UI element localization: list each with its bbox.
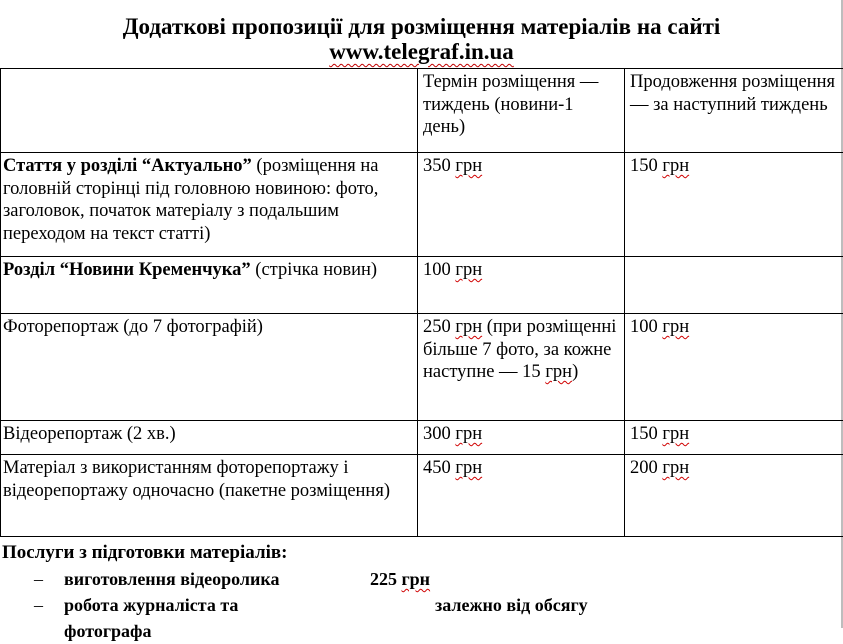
table-header-row bbox=[1, 69, 843, 153]
extension-price-cell bbox=[625, 314, 843, 421]
header-week-term: Термін розміщення — тиждень (новини-1 день) bbox=[418, 69, 625, 153]
table-row bbox=[1, 455, 843, 537]
currency-word: грн bbox=[662, 424, 689, 444]
price-table bbox=[0, 68, 843, 537]
week-price: 450 грн bbox=[423, 458, 482, 478]
table-row bbox=[1, 153, 843, 257]
week-price: 300 грн bbox=[423, 424, 482, 444]
services-heading: Послуги з підготовки матеріалів: bbox=[2, 540, 287, 566]
service-cell bbox=[1, 314, 418, 421]
week-price-cell bbox=[418, 153, 625, 257]
extension-price: 150 грн bbox=[630, 424, 689, 444]
table-row bbox=[1, 314, 843, 421]
currency-word: грн bbox=[662, 458, 689, 478]
site-url: www.telegraf.in.ua bbox=[329, 39, 514, 64]
extension-price-cell bbox=[625, 153, 843, 257]
currency-word: грн bbox=[662, 317, 689, 337]
list-item bbox=[2, 566, 287, 592]
currency-word: грн bbox=[545, 362, 572, 382]
week-price-cell bbox=[418, 421, 625, 455]
header-service bbox=[1, 69, 418, 153]
table-row bbox=[1, 257, 843, 314]
service-description: Фоторепортаж (до 7 фотографій) bbox=[3, 317, 263, 337]
service-cell bbox=[1, 421, 418, 455]
currency-word: грн bbox=[662, 156, 689, 176]
service-title: Стаття у розділі “Актуально” bbox=[3, 156, 252, 176]
list-item bbox=[2, 592, 287, 618]
week-price: 350 грн bbox=[423, 156, 482, 176]
extension-price: 200 грн bbox=[630, 458, 689, 478]
service-description: Матеріал з використанням фоторепортажу і відеорепортажу одночасно (пакетне розміщення) bbox=[3, 458, 390, 501]
list-bullet: – bbox=[34, 566, 43, 592]
service-description: (розміщення на головній сторінці під головною новиною: фото, заголовок, початок матеріалу з подальшим переходом на текст статті) bbox=[3, 156, 378, 244]
service-name: робота журналіста та фотографа bbox=[64, 592, 287, 644]
currency-word: грн bbox=[402, 569, 431, 589]
list-bullet: – bbox=[34, 592, 43, 618]
service-name: виготовлення відеоролика bbox=[64, 566, 279, 592]
service-cell bbox=[1, 455, 418, 537]
currency-word: грн bbox=[455, 317, 482, 337]
currency-word: грн bbox=[455, 458, 482, 478]
week-price-cell bbox=[418, 455, 625, 537]
extension-price: 150 грн bbox=[630, 156, 689, 176]
service-description: Відеорепортаж (2 хв.) bbox=[3, 424, 176, 444]
service-price: 225 грн bbox=[370, 566, 430, 592]
week-price: 250 грн (при розміщенні більше 7 фото, за кожне наступне — 15 грн) bbox=[423, 317, 616, 382]
services-section bbox=[2, 540, 287, 618]
service-description: (стрічка новин) bbox=[251, 260, 377, 280]
service-cell bbox=[1, 257, 418, 314]
currency-word: грн bbox=[455, 260, 482, 280]
extension-price-cell bbox=[625, 455, 843, 537]
service-title: Розділ “Новини Кременчука” bbox=[3, 260, 251, 280]
document-title bbox=[0, 14, 843, 64]
table-row bbox=[1, 421, 843, 455]
service-price: залежно від обсягу bbox=[435, 592, 588, 618]
extension-price: 100 грн bbox=[630, 317, 689, 337]
week-price-cell bbox=[418, 257, 625, 314]
title-line-1: Додаткові пропозиції для розміщення матеріалів на сайті bbox=[0, 14, 843, 39]
header-extension: Продовження розміщення — за наступний тиждень bbox=[625, 69, 843, 153]
week-price: 100 грн bbox=[423, 260, 482, 280]
currency-word: грн bbox=[455, 156, 482, 176]
week-price-cell bbox=[418, 314, 625, 421]
extension-price-cell bbox=[625, 257, 843, 314]
extension-price-cell bbox=[625, 421, 843, 455]
service-cell bbox=[1, 153, 418, 257]
currency-word: грн bbox=[455, 424, 482, 444]
